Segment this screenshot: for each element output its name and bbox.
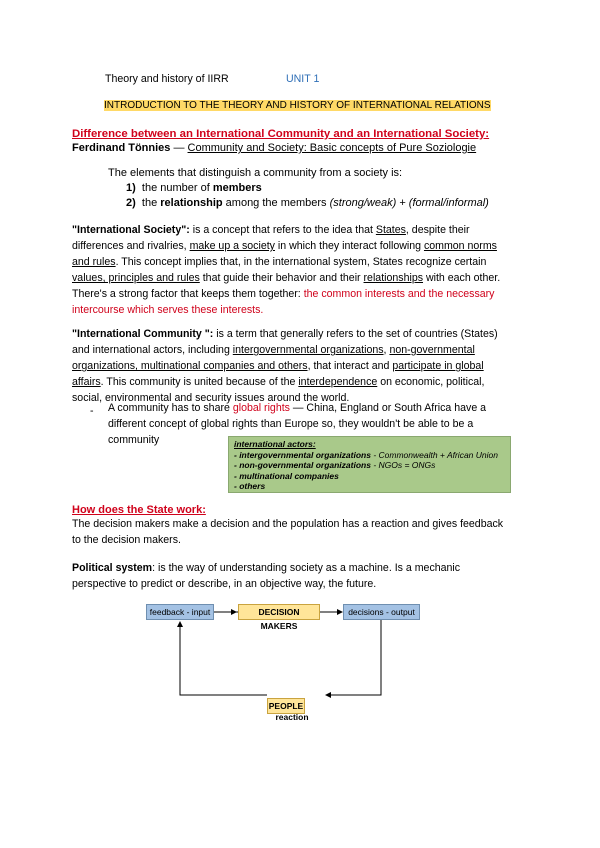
decision-makers-box: DECISION MAKERS bbox=[238, 604, 320, 620]
community-bullet-text: A community has to share global rights — China, England or South Africa have a different concept of global rights than Europe so, they wouldn't be able to be a community bbox=[108, 402, 487, 446]
international-community-paragraph: "International Community ": is a term that generally refers to the set of countries (States) and international actors, including intergovernmental organizations, non-governmental organizations, multinational companies and others, that interact and participate in global affairs. This community is united because of the interdependence on economic, political, social, environmental and security issues around the world. bbox=[72, 328, 498, 404]
reaction-label: reaction bbox=[275, 712, 309, 722]
course-name: Theory and history of IIRR bbox=[105, 73, 229, 85]
feedback-input-box: feedback - input bbox=[146, 604, 214, 620]
actors-box-row: - intergovernmental organizations - Commonwealth + African Union bbox=[234, 449, 498, 460]
section-heading-state: How does the State work: bbox=[72, 504, 206, 516]
section-heading-difference: Difference between an International Community and an International Society: bbox=[72, 128, 490, 140]
people-box: PEOPLE bbox=[267, 698, 305, 714]
author-line: Ferdinand Tönnies — Community and Society: Basic concepts of Pure Soziologie bbox=[72, 142, 477, 154]
arrow-people-to-input bbox=[180, 622, 267, 695]
actors-box-row: - others bbox=[234, 481, 266, 491]
political-system-paragraph: Political system: is the way of understanding society as a machine. Is a mechanic perspective to predict or describe, in an objective way, the future. bbox=[72, 562, 461, 590]
elements-intro: The elements that distinguish a community from a society is: bbox=[108, 167, 403, 179]
actors-box-row: - non-governmental organizations - NGOs = ONGs bbox=[234, 460, 436, 470]
actors-box-title: international actors: bbox=[234, 439, 316, 449]
unit-label: UNIT 1 bbox=[286, 73, 320, 85]
arrow-output-to-people bbox=[326, 620, 381, 695]
list-item: 2) the relationship among the members (strong/weak) + (formal/informal) bbox=[126, 197, 489, 209]
political-system-diagram bbox=[140, 600, 430, 725]
actors-box-row: - multinational companies bbox=[234, 470, 339, 481]
international-actors-box bbox=[228, 436, 511, 493]
page-title: INTRODUCTION TO THE THEORY AND HISTORY OF INTERNATIONAL RELATIONS bbox=[104, 100, 491, 111]
international-society-paragraph: "International Society": is a concept that refers to the idea that States, despite their differences and rivalries, make up a society in which they interact following common norms and rules. This concept implies that, in the international system, States recognize certain values, principles and rules that guide their behavior and their relationships with each other. There's a strong factor that keeps them together: the common interests and the necessary intercourse which serves these interests. bbox=[72, 224, 501, 316]
bullet-dash: - bbox=[90, 405, 94, 417]
decisions-output-box: decisions - output bbox=[343, 604, 420, 620]
state-paragraph: The decision makers make a decision and the population has a reaction and gives feedback to the decision makers. bbox=[72, 518, 504, 546]
list-item: 1) the number of members bbox=[126, 182, 262, 194]
